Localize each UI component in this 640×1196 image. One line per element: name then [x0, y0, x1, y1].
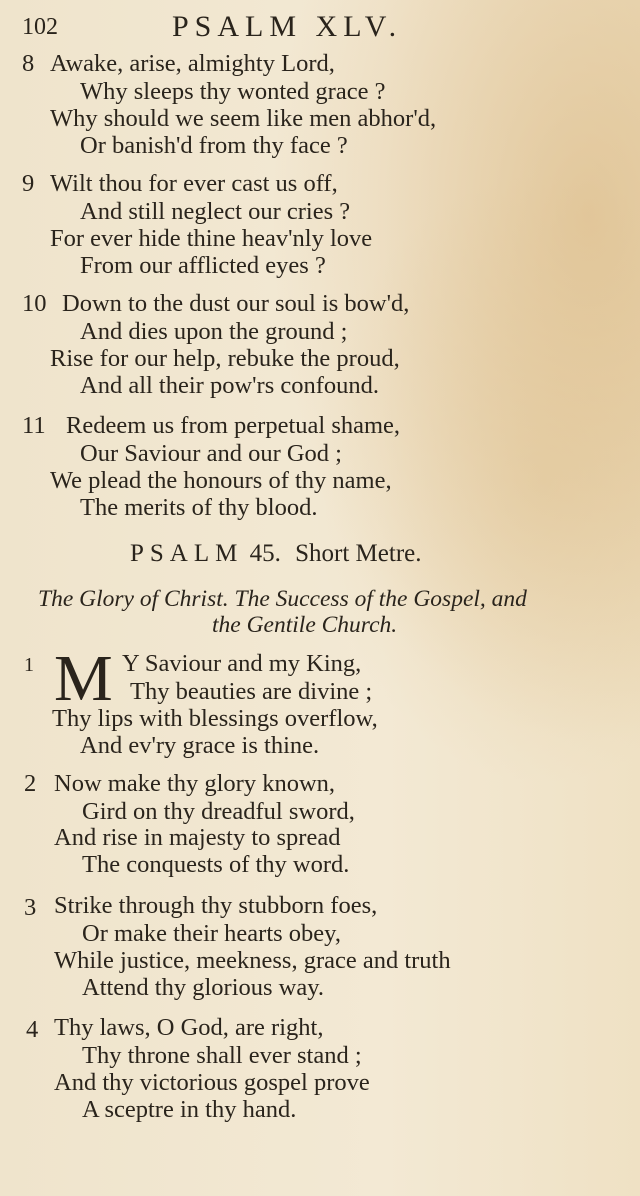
psalm-word: PSALM — [130, 540, 244, 567]
verse-line: Our Saviour and our God ; — [80, 440, 342, 467]
verse-line: Y Saviour and my King, — [122, 650, 362, 677]
page-number: 102 — [22, 14, 58, 40]
stanza-number: 4 — [26, 1016, 39, 1043]
stanza-number: 11 — [22, 412, 46, 439]
verse-line: Redeem us from perpetual shame, — [66, 412, 401, 439]
verse-line: Thy throne shall ever stand ; — [82, 1042, 362, 1069]
verse-line: Wilt thou for ever cast us off, — [50, 170, 338, 197]
verse-line: Now make thy glory known, — [54, 770, 336, 797]
verse-line: Rise for our help, rebuke the proud, — [50, 345, 400, 372]
verse-line: The merits of thy blood. — [80, 494, 318, 521]
verse-line: We plead the honours of thy name, — [50, 467, 392, 494]
verse-line: Or make their hearts obey, — [82, 920, 341, 947]
stanza-number: 2 — [24, 770, 37, 797]
verse-line: While justice, meekness, grace and truth — [54, 947, 451, 974]
psalm-title — [130, 540, 422, 568]
verse-line: And dies upon the ground ; — [80, 318, 348, 345]
stanza-number: 1 — [24, 654, 34, 676]
verse-line: And all their pow'rs confound. — [80, 372, 380, 399]
verse-line: For ever hide thine heav'nly love — [50, 225, 373, 252]
drop-cap: M — [54, 642, 113, 715]
stanza-number: 9 — [22, 170, 35, 197]
verse-line: And rise in majesty to spread — [54, 824, 341, 851]
verse-line: And still neglect our cries ? — [80, 198, 351, 225]
verse-line: Thy lips with blessings overflow, — [52, 705, 378, 732]
psalm-subtitle-line2: the Gentile Church. — [212, 612, 398, 638]
verse-line: Thy laws, O God, are right, — [54, 1014, 324, 1041]
psalm-metre: Short Metre. — [295, 540, 422, 567]
running-head: PSALM XLV. — [172, 10, 403, 43]
verse-line: Down to the dust our soul is bow'd, — [62, 290, 410, 317]
verse-line: A sceptre in thy hand. — [82, 1096, 297, 1123]
verse-line: Why should we seem like men abhor'd, — [50, 105, 437, 132]
verse-line: And ev'ry grace is thine. — [80, 732, 320, 759]
psalm-number: 45. — [249, 540, 281, 567]
verse-line: Attend thy glorious way. — [82, 974, 325, 1001]
verse-line: Or banish'd from thy face ? — [80, 132, 348, 159]
verse-line: Why sleeps thy wonted grace ? — [80, 78, 386, 105]
stanza-number: 8 — [22, 50, 35, 77]
psalm-subtitle-line1: The Glory of Christ. The Success of the Gospel, and — [38, 586, 527, 612]
verse-line: The conquests of thy word. — [82, 851, 350, 878]
verse-line: Thy beauties are divine ; — [130, 678, 373, 705]
verse-line: Awake, arise, almighty Lord, — [50, 50, 335, 77]
verse-line: From our afflicted eyes ? — [80, 252, 326, 279]
stanza-number: 10 — [22, 290, 47, 317]
verse-line: Gird on thy dreadful sword, — [82, 798, 355, 825]
stanza-number: 3 — [24, 894, 37, 921]
page-header — [22, 8, 622, 48]
verse-line: Strike through thy stubborn foes, — [54, 892, 378, 919]
verse-line: And thy victorious gospel prove — [54, 1069, 370, 1096]
